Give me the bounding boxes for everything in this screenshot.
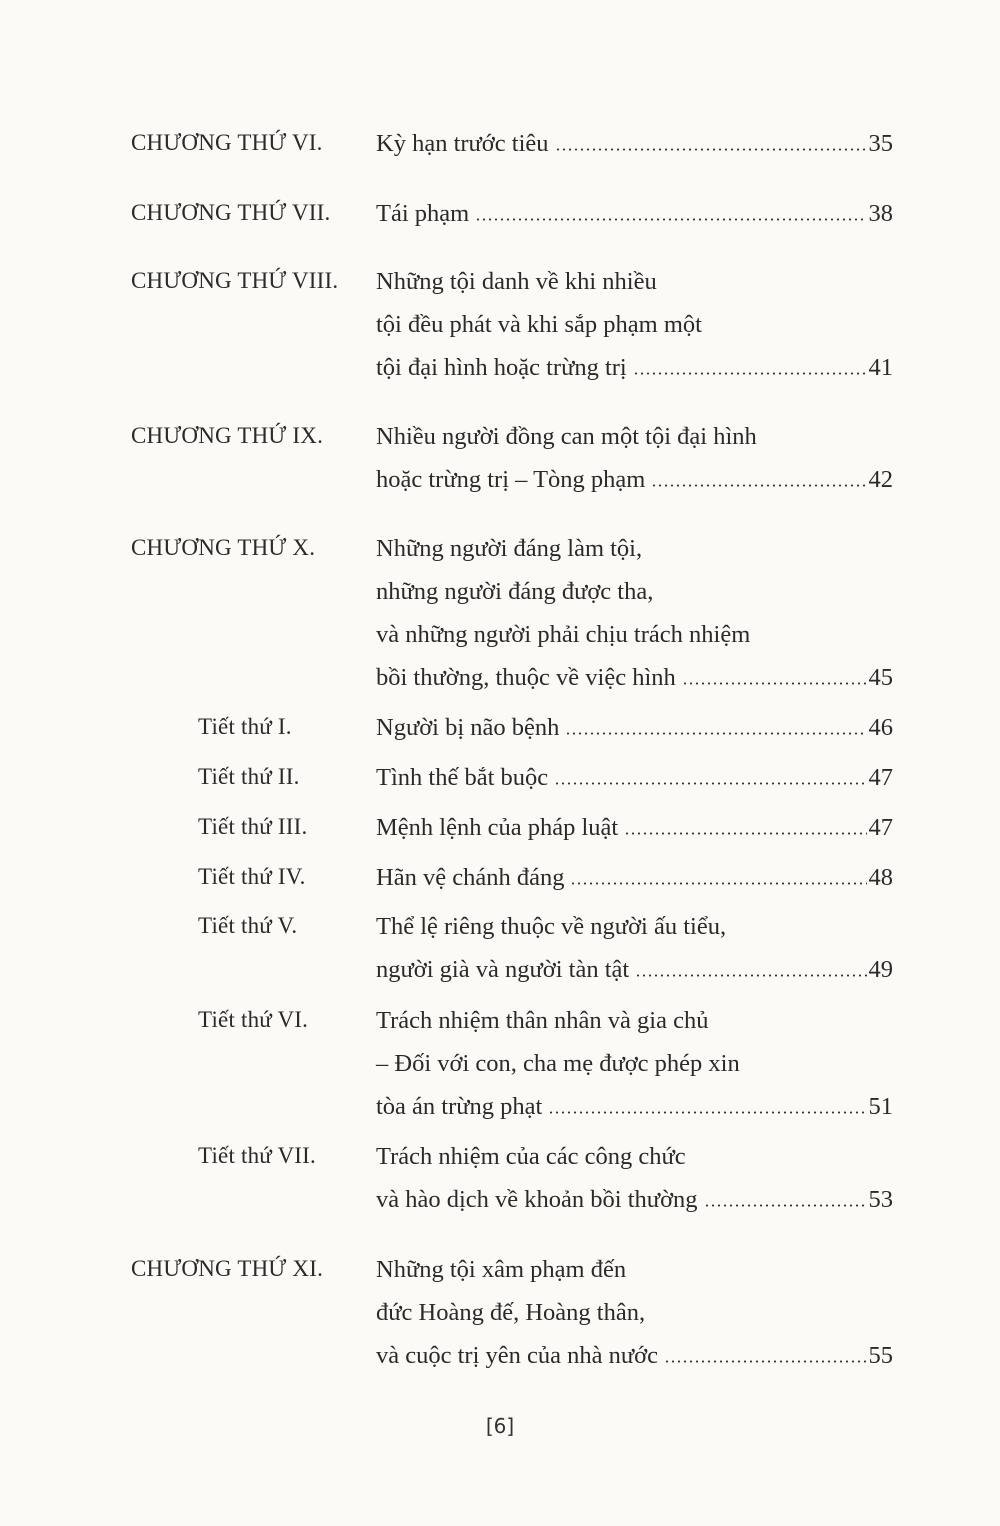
chapter-label: CHƯƠNG THỨ X. [131, 535, 316, 560]
entry-title-line: Thể lệ riêng thuộc về người ấu tiểu, [376, 913, 727, 940]
page-ref[interactable]: 41 [868, 354, 893, 381]
entry-title-line: và những người phải chịu trách nhiệm [376, 621, 751, 648]
dot-leader [548, 1111, 866, 1114]
entry-leader-row [376, 764, 893, 792]
section-label: Tiết thứ VI. [198, 1007, 309, 1032]
entry-leader-row [376, 200, 893, 228]
page-ref[interactable]: 55 [868, 1342, 893, 1369]
entry-title-line: và hào dịch về khoản bồi thường [376, 1186, 698, 1213]
entry-title-line: Trách nhiệm của các công chức [376, 1143, 686, 1170]
dot-leader [633, 372, 867, 375]
dot-leader [704, 1204, 867, 1207]
entry-leader-row [376, 814, 893, 842]
entry-leader-row [376, 714, 893, 742]
entry-title-line: – Đối với con, cha mẹ được phép xin [376, 1050, 740, 1077]
dot-leader [475, 218, 866, 221]
entry-leader-row [376, 1186, 893, 1214]
dot-leader [554, 782, 866, 785]
chapter-label: CHƯƠNG THỨ VIII. [131, 268, 339, 293]
entry-leader-row [376, 664, 893, 692]
section-label: Tiết thứ II. [198, 764, 300, 789]
page-ref[interactable]: 53 [868, 1186, 893, 1213]
section-label: Tiết thứ I. [198, 714, 292, 739]
page-ref[interactable]: 47 [868, 814, 893, 841]
entry-title-line: tòa án trừng phạt [376, 1093, 543, 1120]
section-label: Tiết thứ III. [198, 814, 308, 839]
entry-title-line: những người đáng được tha, [376, 578, 654, 605]
entry-title-line: bồi thường, thuộc về việc hình [376, 664, 676, 691]
entry-leader-row [376, 466, 893, 494]
entry-leader-row [376, 956, 893, 984]
entry-title-line: Người bị não bệnh [376, 714, 560, 741]
chapter-label: CHƯƠNG THỨ VII. [131, 200, 331, 225]
entry-title-line: Những tội xâm phạm đến [376, 1256, 627, 1283]
page-ref[interactable]: 45 [868, 664, 893, 691]
entry-title-line: Những tội danh về khi nhiều [376, 268, 657, 295]
dot-leader [555, 148, 867, 151]
entry-title-line: và cuộc trị yên của nhà nước [376, 1342, 659, 1369]
entry-title-line: Tái phạm [376, 200, 470, 227]
dot-leader [651, 484, 866, 487]
entry-leader-row [376, 1342, 893, 1370]
dot-leader [682, 682, 867, 685]
page-ref[interactable]: 51 [868, 1093, 893, 1120]
dot-leader [664, 1360, 866, 1363]
entry-title-line: tội đại hình hoặc trừng trị [376, 354, 627, 381]
page-ref[interactable]: 46 [868, 714, 893, 741]
entry-leader-row [376, 1093, 893, 1121]
entry-title-line: Tình thế bắt buộc [376, 764, 549, 791]
dot-leader [565, 732, 866, 735]
entry-title-line: đức Hoàng đế, Hoàng thân, [376, 1299, 646, 1326]
page-number: [6] [485, 1414, 515, 1438]
entry-title-line: Những người đáng làm tội, [376, 535, 643, 562]
page-ref[interactable]: 35 [868, 130, 893, 157]
page-ref[interactable]: 42 [868, 466, 893, 493]
chapter-label: CHƯƠNG THỨ VI. [131, 130, 323, 155]
dot-leader [635, 974, 866, 977]
entry-title-line: Nhiều người đồng can một tội đại hình [376, 423, 757, 450]
entry-leader-row [376, 864, 893, 892]
section-label: Tiết thứ V. [198, 913, 298, 938]
dot-leader [624, 832, 866, 835]
chapter-label: CHƯƠNG THỨ XI. [131, 1256, 324, 1281]
page-ref[interactable]: 48 [868, 864, 893, 891]
chapter-label: CHƯƠNG THỨ IX. [131, 423, 324, 448]
entry-title-line: Kỳ hạn trước tiêu [376, 130, 549, 157]
entry-title-line: hoặc trừng trị – Tòng phạm [376, 466, 646, 493]
dot-leader [570, 882, 866, 885]
section-label: Tiết thứ VII. [198, 1143, 316, 1168]
entry-leader-row [376, 130, 893, 158]
entry-title-line: người già và người tàn tật [376, 956, 630, 983]
entry-title-line: Hãn vệ chánh đáng [376, 864, 565, 891]
entry-leader-row [376, 354, 893, 382]
entry-title-line: Mệnh lệnh của pháp luật [376, 814, 619, 841]
entry-title-line: tội đều phát và khi sắp phạm một [376, 311, 702, 338]
page-ref[interactable]: 38 [868, 200, 893, 227]
page-ref[interactable]: 49 [868, 956, 893, 983]
page-ref[interactable]: 47 [868, 764, 893, 791]
section-label: Tiết thứ IV. [198, 864, 306, 889]
entry-title-line: Trách nhiệm thân nhân và gia chủ [376, 1007, 709, 1034]
